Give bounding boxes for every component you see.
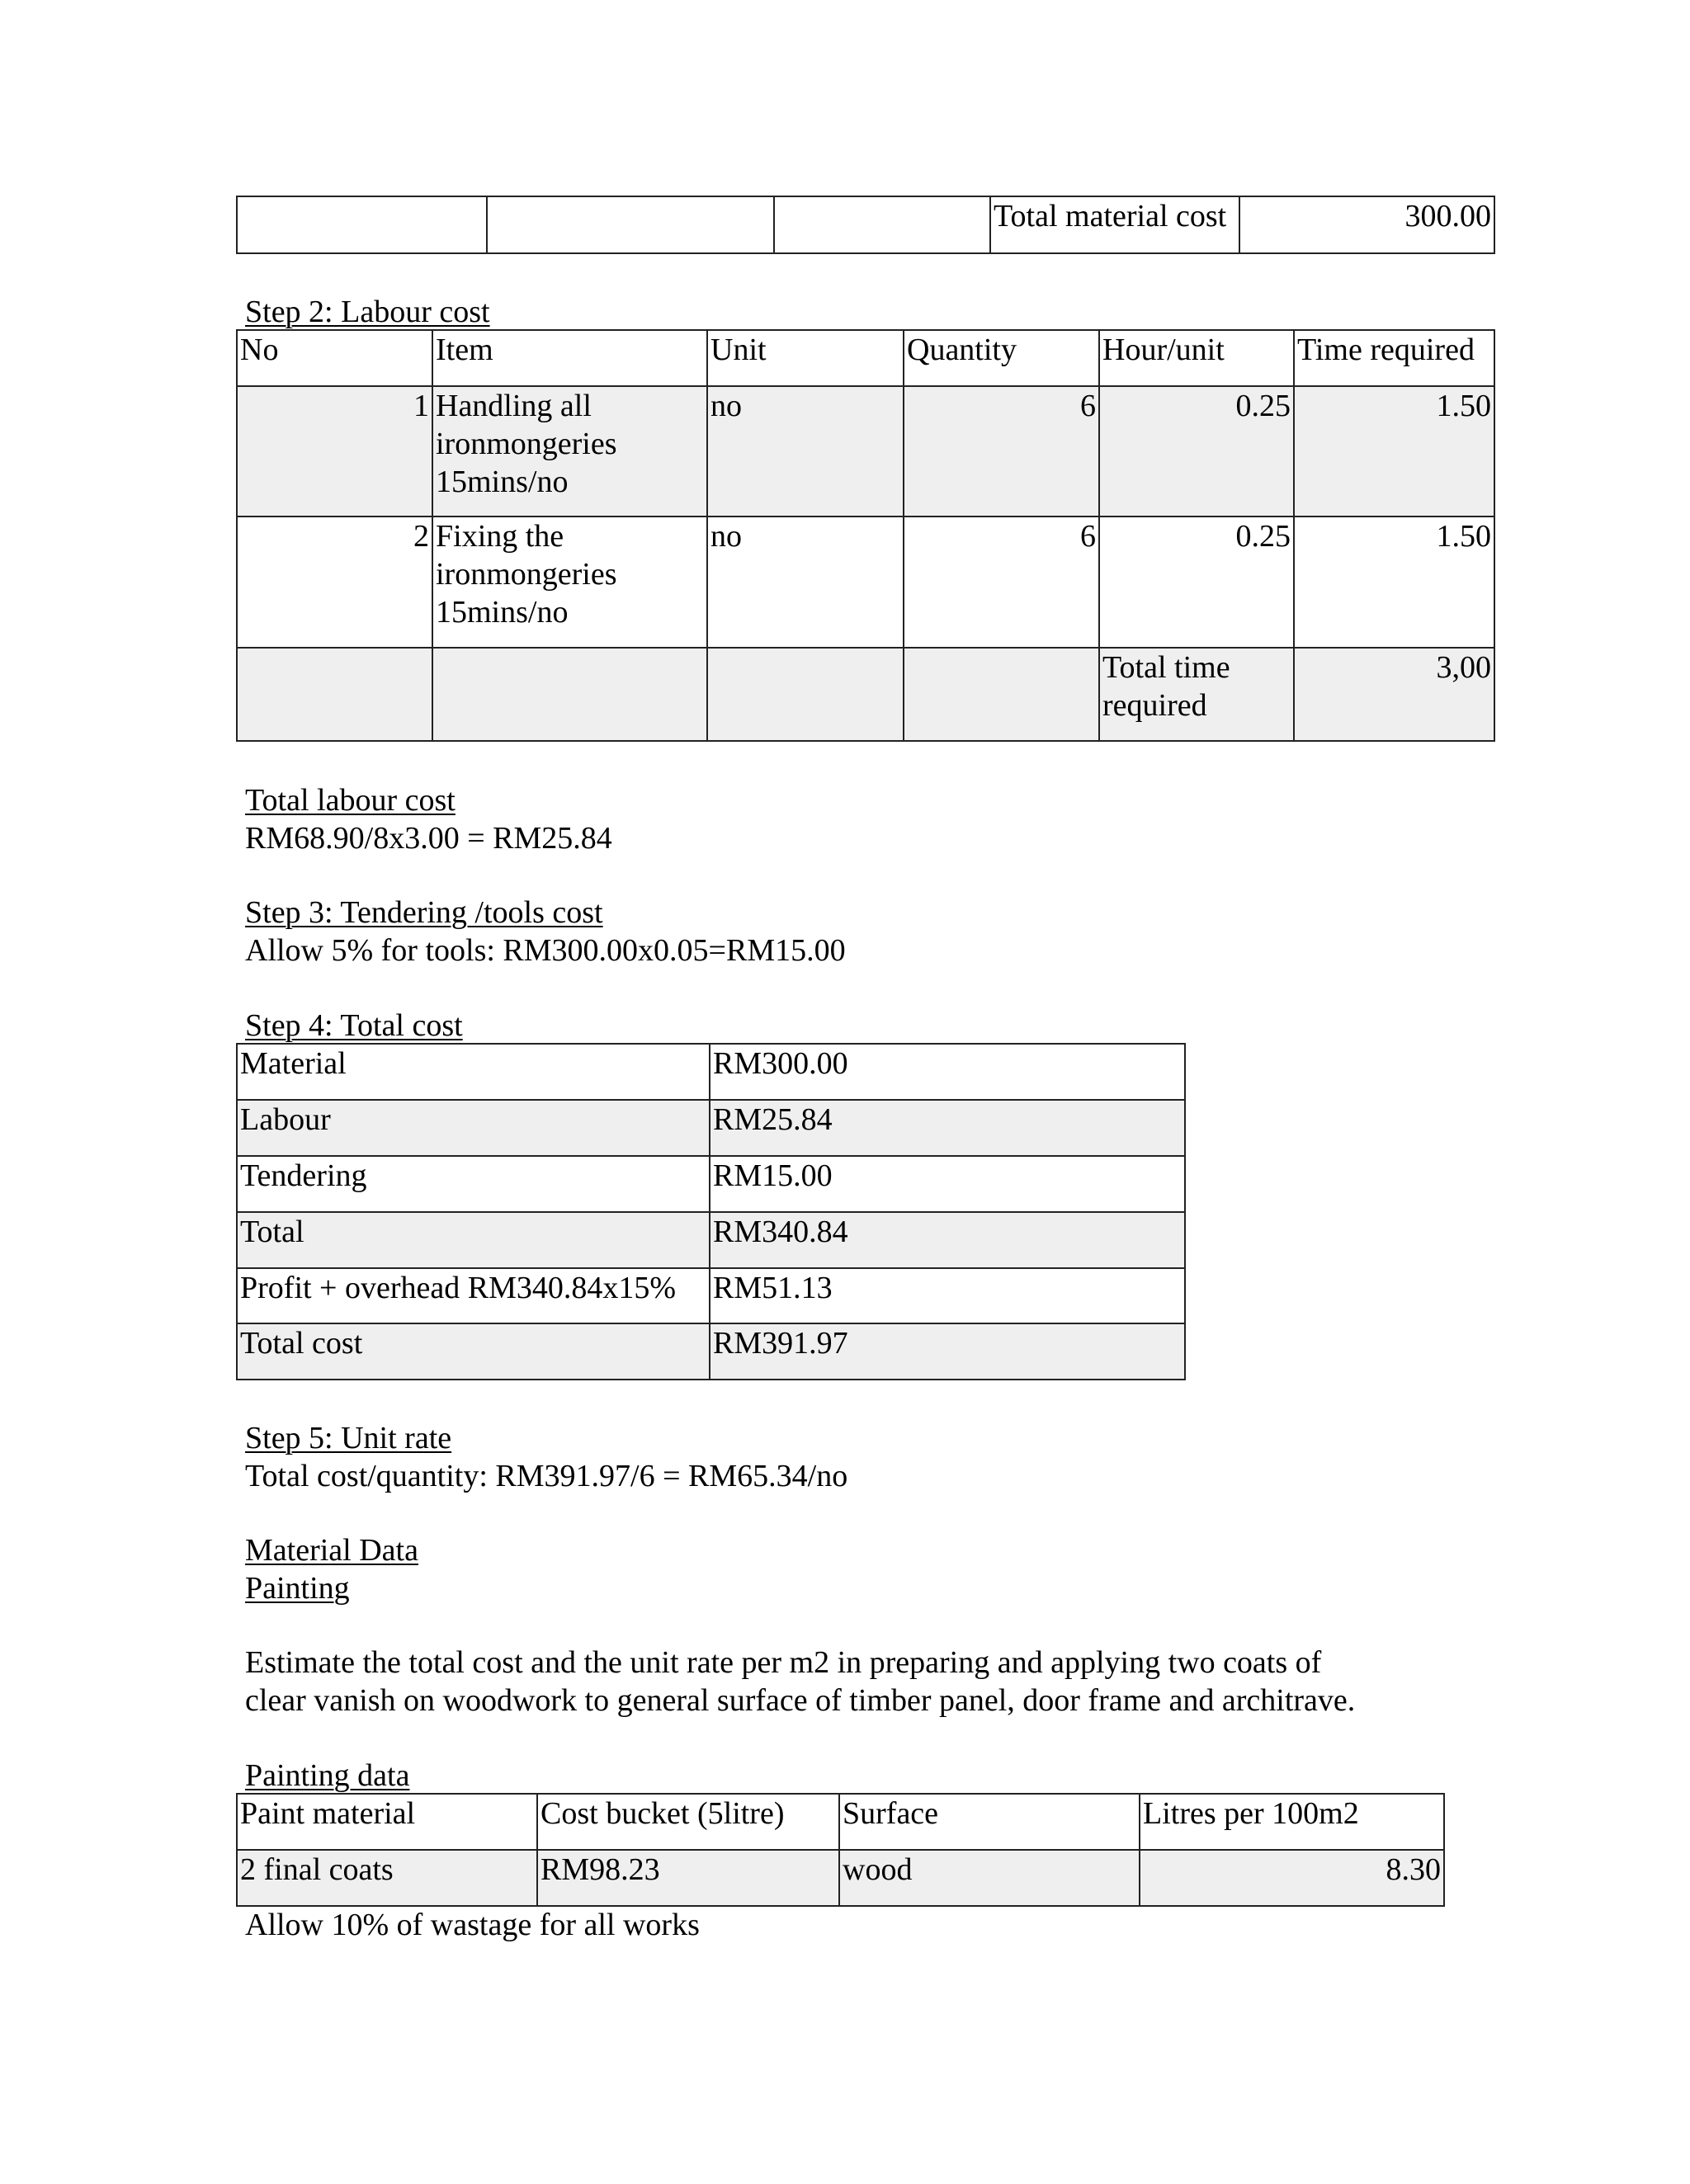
row-no: 1 xyxy=(237,386,432,517)
row-no: 2 xyxy=(237,517,432,648)
row-unit: no xyxy=(707,386,904,517)
col-header-quantity: Quantity xyxy=(904,330,1099,386)
table-row xyxy=(237,517,1494,648)
row-hour-unit: 0.25 xyxy=(1099,517,1294,648)
painting-data-heading: Painting data xyxy=(245,1758,410,1793)
cost-label: Total cost xyxy=(237,1323,710,1380)
table-row xyxy=(237,648,1494,741)
col-header-unit: Unit xyxy=(707,330,904,386)
row-unit: no xyxy=(707,517,904,648)
empty-cell xyxy=(237,648,432,741)
total-time-value: 3,00 xyxy=(1294,648,1494,741)
step3-text: Allow 5% for tools: RM300.00x0.05=RM15.00 xyxy=(245,933,846,968)
cost-label: Tendering xyxy=(237,1156,710,1212)
step3-heading: Step 3: Tendering /tools cost xyxy=(245,895,603,930)
row-quantity: 6 xyxy=(904,517,1099,648)
row-time-required: 1.50 xyxy=(1294,386,1494,517)
paint-material: 2 final coats xyxy=(237,1850,537,1906)
col-header-hour-unit: Hour/unit xyxy=(1099,330,1294,386)
empty-cell xyxy=(707,648,904,741)
table-row xyxy=(237,1323,1185,1380)
material-total-table xyxy=(236,196,1495,254)
table-row xyxy=(237,1268,1185,1323)
col-header-litres: Litres per 100m2 xyxy=(1140,1794,1444,1850)
col-header-paint-material: Paint material xyxy=(237,1794,537,1850)
paint-cost: RM98.23 xyxy=(537,1850,839,1906)
row-time-required: 1.50 xyxy=(1294,517,1494,648)
table-row xyxy=(237,1044,1185,1100)
cost-value: RM300.00 xyxy=(710,1044,1185,1100)
empty-cell xyxy=(237,196,487,253)
table-row xyxy=(237,1100,1185,1156)
labour-cost-formula: RM68.90/8x3.00 = RM25.84 xyxy=(245,821,612,856)
table-row xyxy=(237,1156,1185,1212)
col-header-item: Item xyxy=(432,330,707,386)
total-time-label: Total time required xyxy=(1099,648,1294,741)
col-header-time-required: Time required xyxy=(1294,330,1494,386)
col-header-surface: Surface xyxy=(839,1794,1140,1850)
labour-table xyxy=(236,329,1495,742)
paragraph-line-2: clear vanish on woodwork to general surface of timber panel, door frame and architrave. xyxy=(245,1683,1356,1718)
step2-heading: Step 2: Labour cost xyxy=(245,295,490,329)
cost-label: Labour xyxy=(237,1100,710,1156)
col-header-no: No xyxy=(237,330,432,386)
paragraph-line-1: Estimate the total cost and the unit rate per m2 in preparing and applying two coats of xyxy=(245,1645,1322,1680)
empty-cell xyxy=(904,648,1099,741)
paint-litres: 8.30 xyxy=(1140,1850,1444,1906)
painting-data-table xyxy=(236,1793,1445,1907)
total-cost-table xyxy=(236,1043,1186,1380)
table-row xyxy=(237,386,1494,517)
cost-label: Total xyxy=(237,1212,710,1268)
wastage-note: Allow 10% of wastage for all works xyxy=(245,1908,700,1942)
cost-value: RM15.00 xyxy=(710,1156,1185,1212)
paint-surface: wood xyxy=(839,1850,1140,1906)
cost-value: RM391.97 xyxy=(710,1323,1185,1380)
cost-value: RM340.84 xyxy=(710,1212,1185,1268)
col-header-cost-bucket: Cost bucket (5litre) xyxy=(537,1794,839,1850)
table-row xyxy=(237,1850,1444,1906)
total-material-cost-label: Total material cost xyxy=(990,196,1239,253)
row-item: Handling all ironmongeries 15mins/no xyxy=(432,386,707,517)
step4-heading: Step 4: Total cost xyxy=(245,1008,463,1043)
empty-cell xyxy=(774,196,990,253)
material-data-heading: Material Data xyxy=(245,1533,418,1568)
row-quantity: 6 xyxy=(904,386,1099,517)
labour-cost-heading: Total labour cost xyxy=(245,783,456,818)
painting-heading: Painting xyxy=(245,1571,350,1606)
total-material-cost-value: 300.00 xyxy=(1239,196,1494,253)
cost-label: Material xyxy=(237,1044,710,1100)
cost-value: RM51.13 xyxy=(710,1268,1185,1323)
empty-cell xyxy=(432,648,707,741)
table-row xyxy=(237,1212,1185,1268)
empty-cell xyxy=(487,196,774,253)
cost-label: Profit + overhead RM340.84x15% xyxy=(237,1268,710,1323)
step5-text: Total cost/quantity: RM391.97/6 = RM65.34/no xyxy=(245,1459,848,1493)
row-hour-unit: 0.25 xyxy=(1099,386,1294,517)
step5-heading: Step 5: Unit rate xyxy=(245,1421,452,1455)
row-item: Fixing the ironmongeries 15mins/no xyxy=(432,517,707,648)
cost-value: RM25.84 xyxy=(710,1100,1185,1156)
